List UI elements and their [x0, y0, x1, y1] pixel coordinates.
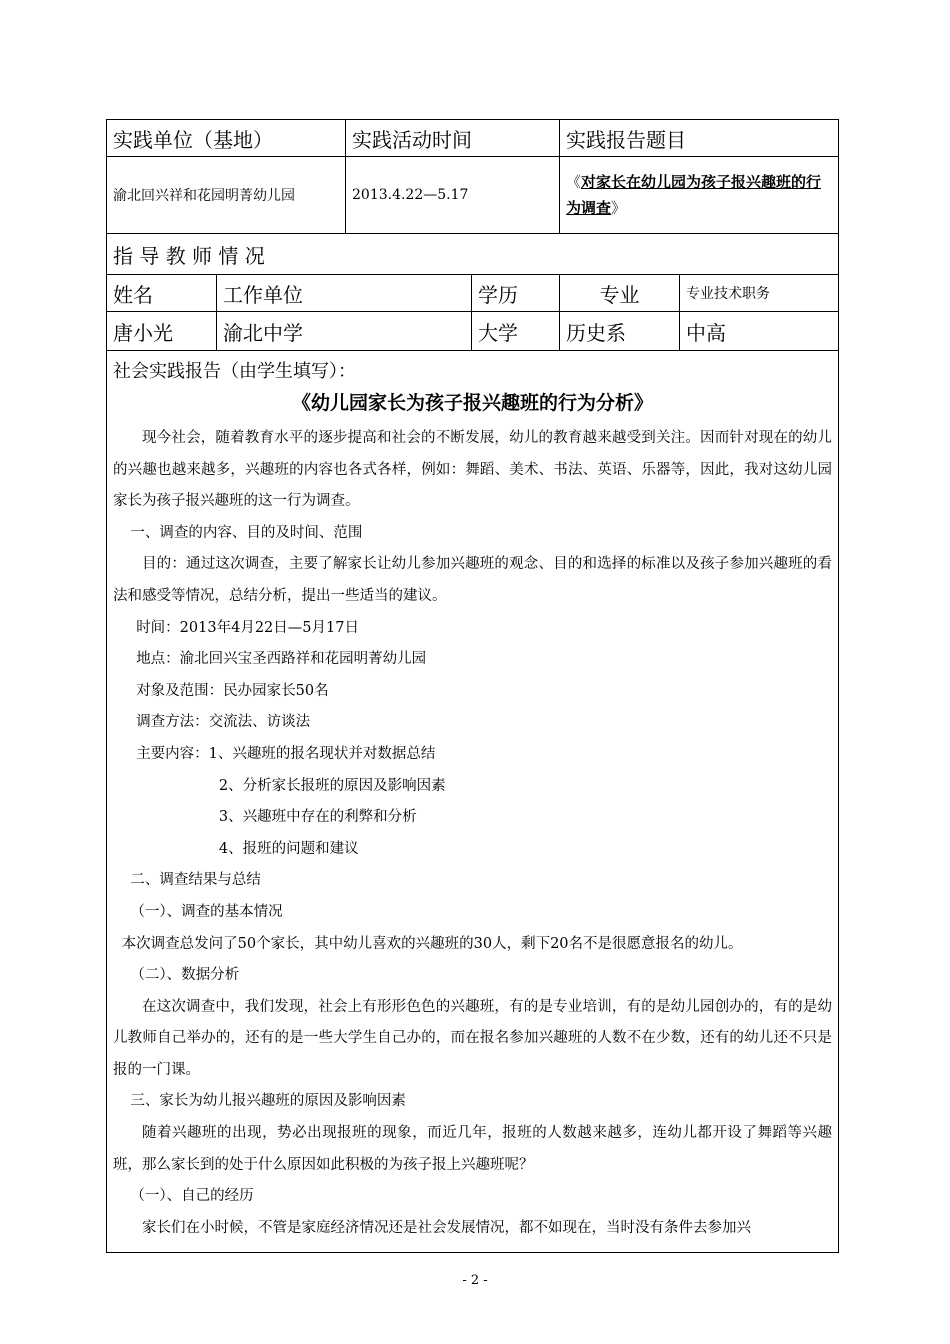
- section-heading: 二、调查结果与总结: [130, 872, 261, 889]
- list-item: 地点：渝北回兴宝圣西路祥和花园明菁幼儿园: [136, 651, 427, 668]
- paragraph: 现今社会，随着教育水平的逐步提高和社会的不断发展，幼儿的教育越来越受到关注。因而针对现在的幼儿的兴趣也越来越多，兴趣班的内容也各式各样，例如：舞蹈、美术、书法、英语、乐器等，因此，我对这幼儿园家长为孩子报兴趣班的这一行为调查。: [113, 430, 832, 510]
- list-item: 主要内容：1、兴趣班的报名现状并对数据总结: [136, 745, 436, 762]
- header-row: [107, 120, 839, 157]
- report-body-row: [107, 351, 839, 1253]
- teacher-name-value: 唐小光: [107, 312, 217, 351]
- list-item: 对象及范围：民办园家长50名: [136, 682, 329, 699]
- report-heading: 社会实践报告（由学生填写）：: [113, 361, 356, 382]
- teacher-label-row: [107, 275, 839, 312]
- topic-close-quote: 》: [611, 199, 627, 217]
- list-item: 调查方法：交流法、访谈法: [136, 714, 311, 731]
- col-time-label: 实践活动时间: [346, 120, 560, 157]
- teacher-value-row: [107, 312, 839, 351]
- col-unit-label: 实践单位（基地）: [107, 120, 346, 157]
- report-form-table: [106, 119, 839, 1253]
- list-item: 2、分析家长报班的原因及影响因素: [218, 777, 446, 794]
- list-item: 4、报班的问题和建议: [218, 840, 359, 857]
- teacher-workplace-label: 工作单位: [217, 275, 472, 312]
- teacher-education-value: 大学: [472, 312, 560, 351]
- topic-open-quote: 《: [566, 173, 582, 191]
- report-title: 《幼儿园家长为孩子报兴趣班的行为分析》: [291, 392, 653, 414]
- header-value-row: [107, 157, 839, 234]
- teacher-education-label: 学历: [472, 275, 560, 312]
- section-heading: 一、调查的内容、目的及时间、范围: [130, 524, 363, 541]
- subsection-heading: （一）、调查的基本情况: [130, 903, 283, 920]
- teacher-title-label: 专业技术职务: [680, 275, 839, 312]
- teacher-section-label: 指 导 教 师 情 况: [107, 234, 839, 275]
- list-item: 时间：2013年4月22日—5月17日: [136, 619, 359, 636]
- teacher-section-row: [107, 234, 839, 275]
- paragraph: 随着兴趣班的出现，势必出现报班的现象，而近几年，报班的人数越来越多，连幼儿都开设了舞蹈等兴趣班，那么家长到的处于什么原因如此积极的为孩子报上兴趣班呢？: [113, 1125, 832, 1173]
- report-body: [107, 351, 839, 1253]
- section-heading: 三、家长为幼儿报兴趣班的原因及影响因素: [130, 1093, 406, 1110]
- teacher-name-label: 姓名: [107, 275, 217, 312]
- teacher-major-value: 历史系: [560, 312, 680, 351]
- paragraph: 目的：通过这次调查，主要了解家长让幼儿参加兴趣班的观念、目的和选择的标准以及孩子参加兴趣班的看法和感受等情况，总结分析，提出一些适当的建议。: [113, 556, 832, 604]
- col-topic-label: 实践报告题目: [560, 120, 839, 157]
- teacher-major-label: 专业: [560, 275, 680, 312]
- topic-value: [560, 157, 839, 234]
- teacher-title-value: 中高: [680, 312, 839, 351]
- teacher-workplace-value: 渝北中学: [217, 312, 472, 351]
- list-item: 3、兴趣班中存在的利弊和分析: [218, 809, 417, 826]
- page-number: - 2 -: [462, 1273, 488, 1288]
- paragraph: 在这次调查中，我们发现，社会上有形形色色的兴趣班，有的是专业培训，有的是幼儿园创办的，有的是幼儿教师自己举办的，还有的是一些大学生自己办的，而在报名参加兴趣班的人数不在少数，还有的幼儿还不只是报的一门课。: [113, 998, 832, 1078]
- time-value: 2013.4.22—5.17: [346, 157, 560, 234]
- paragraph: 本次调查总发问了50个家长，其中幼儿喜欢的兴趣班的30人，剩下20名不是很愿意报名的幼儿。: [121, 935, 743, 952]
- paragraph: 家长们在小时候，不管是家庭经济情况还是社会发展情况，都不如现在，当时没有条件去参加兴: [142, 1219, 751, 1236]
- unit-value: 渝北回兴祥和花园明菁幼儿园: [107, 157, 346, 234]
- subsection-heading: （二）、数据分析: [130, 967, 240, 984]
- subsection-heading: （一）、自己的经历: [130, 1188, 254, 1205]
- topic-text: 对家长在幼儿园为孩子报兴趣班的行为调查: [566, 173, 822, 217]
